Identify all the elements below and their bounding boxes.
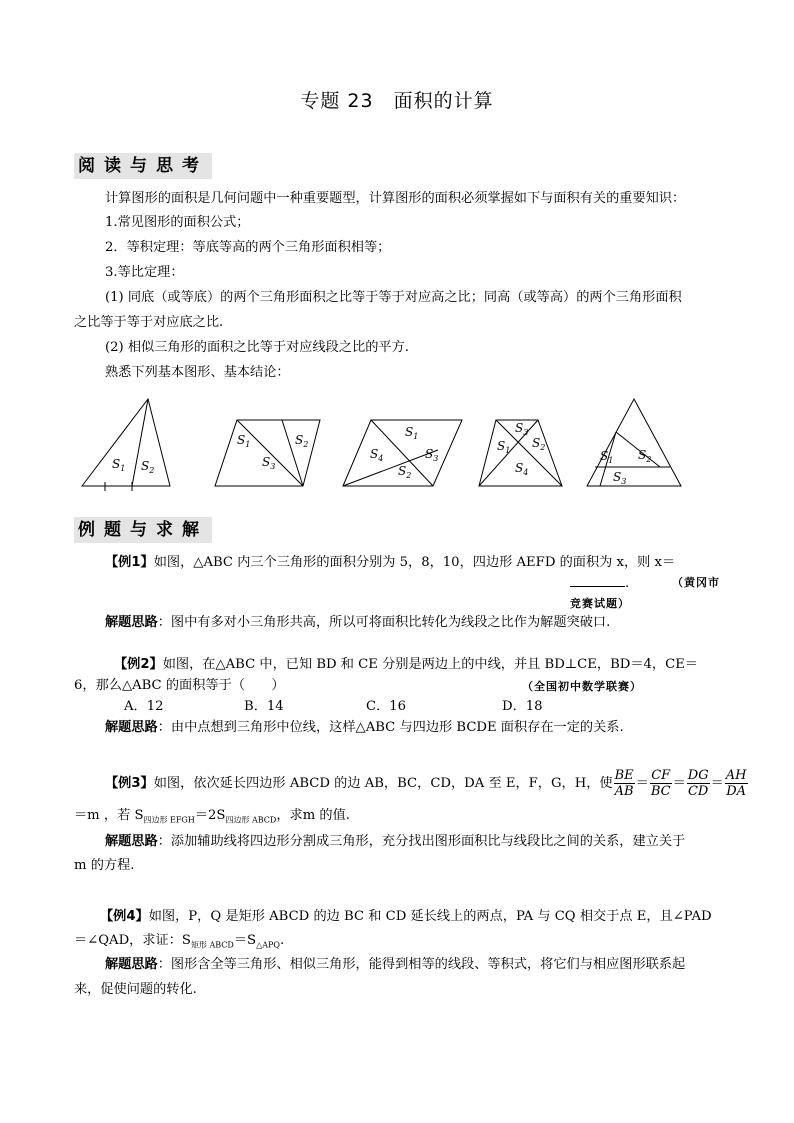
svg-text:S2: $S_2$ <box>532 436 546 452</box>
intro-item-1: 1.常见图形的面积公式； <box>105 215 250 230</box>
option-d: D．18 <box>502 699 543 714</box>
answer-blank <box>570 574 625 587</box>
svg-text:S1: $S_1$ <box>405 425 419 441</box>
intro-item-3: 3.等比定理： <box>105 265 184 280</box>
example-3-hint: 解题思路：添加辅助线将四边形分割成三角形，充分找出图形面积比与线段比之间的关系，建立关于 <box>105 834 686 849</box>
label-s1: S <box>112 457 121 471</box>
label-s2: S <box>141 459 150 473</box>
intro-item-3-2: (2) 相似三角形的面积之比等于对应线段之比的平方. <box>105 340 409 355</box>
option-b: B．14 <box>244 699 284 714</box>
label-s2: S <box>398 464 407 478</box>
fraction-be-ab: $\frac{BE}{AB}$ <box>614 768 634 799</box>
svg-text:S2: $S_2$ <box>638 448 652 464</box>
fraction-cf-bc: $\frac{CF}{BC}$ <box>650 768 671 799</box>
hint-label: 解题思路 <box>105 834 158 849</box>
example-1-statement: 【例1】如图，△ABC 内三个三角形的面积分别为 5，8，10，四边形 AEFD 的面积为 x，则 x＝ <box>105 555 676 570</box>
label-s2: S <box>532 436 541 450</box>
intro-item-3-1a: (1) 同底（或等底）的两个三角形面积之比等于等于对应高之比；同高（或等高）的两个三角形面积 <box>105 290 682 305</box>
intro-item-2: 2．等积定理：等底等高的两个三角形面积相等； <box>105 240 391 255</box>
page-title: 专题 23 面积的计算 <box>300 90 494 112</box>
example-3-statement-b: ＝m ，若 $S_{四边形 EFGH}=2S_{四边形 ABCD}$，求m 的值. <box>74 808 350 825</box>
figure-trapezoid-split <box>215 420 320 486</box>
hint-label: 解题思路 <box>105 957 158 972</box>
example-1-source-a: （黄冈市 <box>672 576 720 589</box>
svg-text:S1: $S_1$ <box>112 457 126 473</box>
example-1-tag: 【例1】 <box>105 555 154 570</box>
svg-text:S2: $S_2$ <box>141 459 155 475</box>
svg-text:S4: $S_4$ <box>515 461 529 477</box>
figure-triangle-shared-apex <box>82 399 170 491</box>
label-s3: S <box>515 421 524 435</box>
svg-text:S4: $S_4$ <box>370 447 384 463</box>
example-2-statement: 【例2】如图，在△ABC 中，已知 BD 和 CE 分别是两边上的中线，并且 BD⊥CE，BD＝4，CE＝ <box>114 657 699 672</box>
intro-paragraph: 计算图形的面积是几何问题中一种重要题型，计算图形的面积必须掌握如下与面积有关的重要知识： <box>105 191 686 206</box>
example-3-statement: 【例3】如图，依次延长四边形 ABCD 的边 AB，BC，CD，DA 至 E，F，G，H，使 $\frac{BE}{AB}$ ＝ $\frac{CF}{BC}$ ＝ $\frac{DG}{CD}$ ＝ $\frac{AH}{DA}$ <box>105 768 747 799</box>
label-s4: S <box>515 461 524 475</box>
example-4-statement: 【例4】如图，P，Q 是矩形 ABCD 的边 BC 和 CD 延长线上的两点，PA 与 CQ 相交于点 E，且∠PAD <box>100 909 712 924</box>
basic-figures <box>70 393 710 493</box>
svg-text:S1: $S_1$ <box>497 439 511 455</box>
example-4-tag: 【例4】 <box>100 909 149 924</box>
example-2-hint: 解题思路：由中点想到三角形中位线，这样△ABC 与四边形 BCDE 面积存在一定的关系. <box>105 720 624 735</box>
label-s3: S <box>262 455 271 469</box>
label-s3: S <box>613 470 622 484</box>
hint-label: 解题思路 <box>105 720 158 735</box>
section-heading-reading: 阅读与思考 <box>74 153 212 179</box>
example-4-hint: 解题思路：图形含全等三角形、相似三角形，能得到相等的线段、等积式，将它们与相应图形联系起 <box>105 957 686 972</box>
option-a: A．12 <box>124 699 164 714</box>
intro-item-3-1b: 之比等于等于对应底之比. <box>74 315 224 330</box>
label-s1: S <box>405 425 414 439</box>
svg-text:S2: $S_2$ <box>295 433 309 449</box>
example-2-tag: 【例2】 <box>114 657 163 672</box>
example-2-statement-b: 6，那么△ABC 的面积等于（ ） <box>74 678 285 693</box>
label-s2: S <box>638 448 647 462</box>
example-4-hint-b: 来，促使问题的转化. <box>74 982 197 997</box>
hint-label: 解题思路 <box>105 615 158 630</box>
svg-text:S3: $S_3$ <box>425 447 439 463</box>
svg-text:S1: $S_1$ <box>600 449 614 465</box>
label-s4: S <box>370 447 379 461</box>
svg-text:S3: $S_3$ <box>262 455 276 471</box>
label-s2: S <box>295 433 304 447</box>
svg-text:S3: $S_3$ <box>613 470 627 486</box>
figure-triangle-parallel-lines <box>587 399 681 486</box>
svg-text:S2: $S_2$ <box>398 464 412 480</box>
svg-text:S3: $S_3$ <box>515 421 529 437</box>
intro-figures-caption: 熟悉下列基本图形、基本结论： <box>105 365 290 380</box>
example-3-tag: 【例3】 <box>105 776 154 791</box>
section-heading-examples: 例题与求解 <box>74 517 212 543</box>
option-c: C．16 <box>366 699 407 714</box>
label-s1: S <box>600 449 609 463</box>
example-4-statement-b: ＝∠QAD，求证：$S_{矩形 ABCD}=S_{\triangle APQ}$. <box>74 933 285 950</box>
fraction-ah-da: $\frac{AH}{DA}$ <box>725 768 747 799</box>
label-s3: S <box>425 447 434 461</box>
label-s1: S <box>237 433 246 447</box>
example-3-hint-b: m 的方程. <box>74 858 135 873</box>
svg-text:S1: $S_1$ <box>237 433 251 449</box>
example-2-source: （全国初中数学联赛） <box>522 680 642 693</box>
example-1-hint: 解题思路：图中有多对小三角形共高，所以可将面积比转化为线段之比作为解题突破口. <box>105 615 611 630</box>
example-1-source-b: 竞赛试题） <box>570 597 630 610</box>
label-s1: S <box>497 439 506 453</box>
fraction-dg-cd: $\frac{DG}{CD}$ <box>687 768 709 799</box>
example-1-answer-blank: . <box>570 574 629 593</box>
